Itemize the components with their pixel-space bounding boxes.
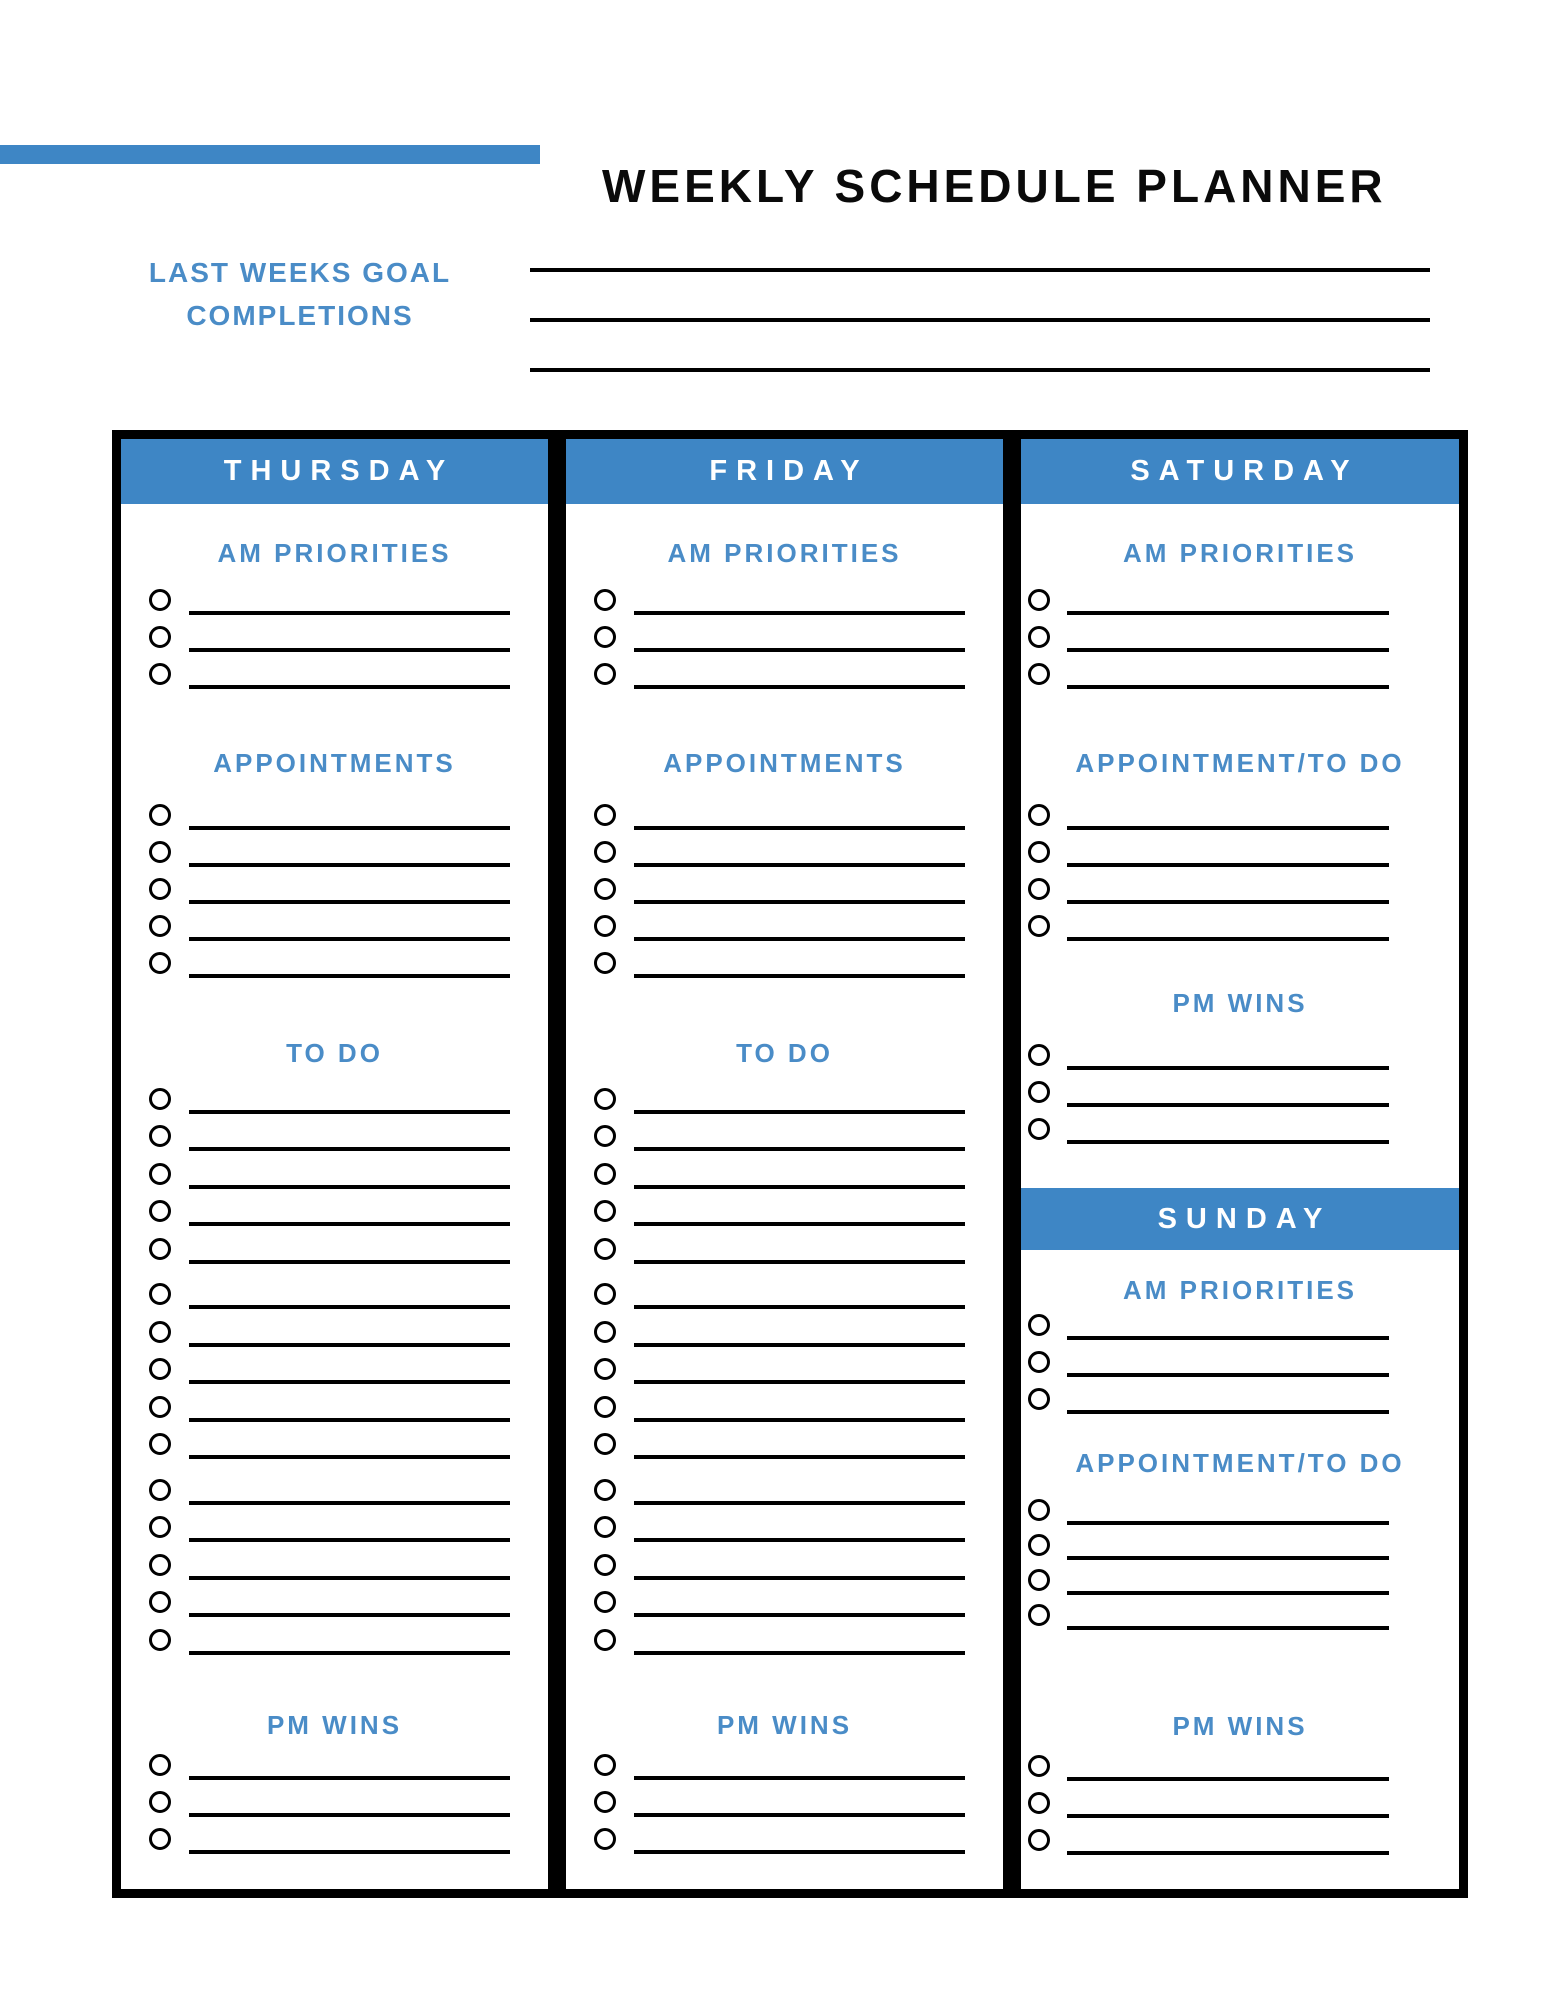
checklist-row <box>121 1617 548 1655</box>
circle-bullet-icon <box>594 1200 616 1222</box>
circle-bullet-icon <box>149 1516 171 1538</box>
checklist-rows <box>566 1738 1003 1854</box>
circle-bullet-icon <box>594 1828 616 1850</box>
write-line <box>634 974 965 978</box>
section-title: APPOINTMENTS <box>213 748 456 778</box>
checklist-row <box>121 1189 548 1227</box>
circle-bullet-icon <box>1028 1604 1050 1626</box>
circle-bullet-icon <box>594 1516 616 1538</box>
section-title: PM WINS <box>716 1709 853 1740</box>
day-header-thursday: THURSDAY <box>121 439 548 504</box>
circle-bullet-icon <box>594 1433 616 1455</box>
circle-bullet-icon <box>1028 1044 1050 1066</box>
circle-bullet-icon <box>594 589 616 611</box>
circle-bullet-icon <box>149 1163 171 1185</box>
checklist-row <box>1021 1595 1459 1630</box>
write-line <box>189 1850 510 1854</box>
checklist-row <box>1021 1070 1459 1107</box>
checklist-row <box>121 830 548 867</box>
checklist-row <box>566 1780 1003 1817</box>
write-line <box>189 685 510 689</box>
write-line <box>634 1651 965 1655</box>
circle-bullet-icon <box>1028 1081 1050 1103</box>
checklist-row <box>121 1272 548 1310</box>
circle-bullet-icon <box>1028 1829 1050 1851</box>
checklist-rows <box>566 776 1003 978</box>
section-friday-appt <box>566 750 1003 978</box>
circle-bullet-icon <box>149 1629 171 1651</box>
checklist-rows <box>1021 1016 1459 1144</box>
section-title: AM PRIORITIES <box>1122 538 1357 568</box>
checklist-row <box>1021 793 1459 830</box>
checklist-row <box>121 1076 548 1114</box>
circle-bullet-icon <box>1028 589 1050 611</box>
checklist-row <box>121 904 548 941</box>
circle-bullet-icon <box>594 1479 616 1501</box>
circle-bullet-icon <box>149 1238 171 1260</box>
section-title: TO DO <box>286 1038 383 1068</box>
circle-bullet-icon <box>594 663 616 685</box>
checklist-row <box>566 941 1003 978</box>
checklist-row <box>566 1309 1003 1347</box>
checklist-rows <box>121 1066 548 1655</box>
circle-bullet-icon <box>1028 915 1050 937</box>
checklist-row <box>566 1151 1003 1189</box>
write-line <box>1067 937 1389 941</box>
checklist-row <box>566 1272 1003 1310</box>
checklist-rows <box>1021 1476 1459 1630</box>
checklist-row <box>1021 1490 1459 1525</box>
circle-bullet-icon <box>1028 1388 1050 1410</box>
circle-bullet-icon <box>594 1358 616 1380</box>
circle-bullet-icon <box>594 1283 616 1305</box>
section-friday-am <box>566 540 1003 689</box>
checklist-row <box>121 615 548 652</box>
circle-bullet-icon <box>149 1200 171 1222</box>
circle-bullet-icon <box>1028 1118 1050 1140</box>
checklist-row <box>121 1542 548 1580</box>
checklist-row <box>566 578 1003 615</box>
checklist-rows <box>121 776 548 978</box>
goal-write-line <box>530 368 1430 372</box>
circle-bullet-icon <box>149 878 171 900</box>
checklist-row <box>1021 578 1459 615</box>
write-line <box>1067 1410 1389 1414</box>
section-saturday-am <box>1021 540 1459 689</box>
circle-bullet-icon <box>149 1828 171 1850</box>
write-line <box>189 974 510 978</box>
write-line <box>634 685 965 689</box>
circle-bullet-icon <box>1028 1755 1050 1777</box>
checklist-row <box>1021 1033 1459 1070</box>
circle-bullet-icon <box>149 1479 171 1501</box>
circle-bullet-icon <box>1028 1314 1050 1336</box>
write-line <box>1067 1851 1389 1855</box>
checklist-row <box>566 1114 1003 1152</box>
checklist-row <box>1021 1560 1459 1595</box>
checklist-row <box>566 1384 1003 1422</box>
section-title: PM WINS <box>1172 1711 1308 1741</box>
circle-bullet-icon <box>149 1396 171 1418</box>
checklist-rows <box>1021 1739 1459 1855</box>
checklist-row <box>121 1114 548 1152</box>
last-weeks-goal-label-line2: COMPLETIONS <box>186 300 414 331</box>
section-title: APPOINTMENTS <box>663 748 906 778</box>
weekly-planner-grid <box>112 430 1468 1898</box>
checklist-row <box>121 941 548 978</box>
day-header-sunday: SUNDAY <box>1021 1188 1459 1250</box>
checklist-row <box>566 1189 1003 1227</box>
checklist-row <box>121 1347 548 1385</box>
circle-bullet-icon <box>594 915 616 937</box>
checklist-row <box>1021 1781 1459 1818</box>
circle-bullet-icon <box>1028 1351 1050 1373</box>
section-title: AM PRIORITIES <box>217 538 452 568</box>
checklist-row <box>1021 1340 1459 1377</box>
checklist-row <box>566 1580 1003 1618</box>
section-thursday-appt <box>121 750 548 978</box>
circle-bullet-icon <box>149 626 171 648</box>
checklist-rows <box>1021 776 1459 941</box>
checklist-rows <box>1021 566 1459 689</box>
write-line <box>1067 685 1389 689</box>
write-line <box>189 1651 510 1655</box>
accent-bar <box>0 145 540 164</box>
circle-bullet-icon <box>149 1321 171 1343</box>
circle-bullet-icon <box>594 626 616 648</box>
checklist-row <box>1021 615 1459 652</box>
section-friday-todo <box>566 1040 1003 1655</box>
section-title: APPOINTMENT/TO DO <box>1075 1448 1405 1478</box>
circle-bullet-icon <box>149 1554 171 1576</box>
checklist-row <box>121 1817 548 1854</box>
checklist-row <box>121 1780 548 1817</box>
circle-bullet-icon <box>1028 804 1050 826</box>
checklist-row <box>1021 1377 1459 1414</box>
section-thursday-am <box>121 540 548 689</box>
checklist-row <box>121 1743 548 1780</box>
checklist-rows <box>566 1066 1003 1655</box>
checklist-row <box>566 1542 1003 1580</box>
write-line <box>189 1455 510 1459</box>
circle-bullet-icon <box>149 1125 171 1147</box>
circle-bullet-icon <box>594 1163 616 1185</box>
checklist-row <box>566 1076 1003 1114</box>
circle-bullet-icon <box>149 915 171 937</box>
checklist-rows <box>121 566 548 689</box>
goal-write-lines <box>530 268 1430 418</box>
section-saturday-appt2 <box>1021 750 1459 941</box>
checklist-row <box>566 1505 1003 1543</box>
checklist-row <box>566 1817 1003 1854</box>
circle-bullet-icon <box>149 1358 171 1380</box>
circle-bullet-icon <box>149 1283 171 1305</box>
checklist-row <box>121 652 548 689</box>
checklist-rows <box>121 1738 548 1854</box>
checklist-row <box>566 830 1003 867</box>
section-thursday-pm <box>121 1709 548 1854</box>
circle-bullet-icon <box>594 1396 616 1418</box>
section-saturday-pm-sat <box>1021 990 1459 1144</box>
circle-bullet-icon <box>594 1088 616 1110</box>
circle-bullet-icon <box>1028 1569 1050 1591</box>
circle-bullet-icon <box>594 1791 616 1813</box>
section-sunday-appt-sun <box>1021 1450 1459 1630</box>
write-line <box>1067 1626 1389 1630</box>
checklist-row <box>1021 652 1459 689</box>
checklist-row <box>566 793 1003 830</box>
write-line <box>189 1260 510 1264</box>
checklist-row <box>1021 1525 1459 1560</box>
circle-bullet-icon <box>594 1629 616 1651</box>
checklist-row <box>566 1422 1003 1460</box>
checklist-rows <box>566 566 1003 689</box>
page-title: WEEKLY SCHEDULE PLANNER <box>602 159 1387 212</box>
checklist-row <box>121 578 548 615</box>
checklist-row <box>566 1617 1003 1655</box>
checklist-row <box>121 1384 548 1422</box>
checklist-row <box>121 1467 548 1505</box>
checklist-row <box>121 1309 548 1347</box>
goal-write-line <box>530 318 1430 322</box>
checklist-row <box>566 1226 1003 1264</box>
checklist-row <box>566 1347 1003 1385</box>
circle-bullet-icon <box>594 1754 616 1776</box>
checklist-row <box>121 793 548 830</box>
circle-bullet-icon <box>149 841 171 863</box>
checklist-row <box>1021 904 1459 941</box>
last-weeks-goal-label-line1: LAST WEEKS GOAL <box>148 257 452 288</box>
section-title: AM PRIORITIES <box>667 538 902 568</box>
circle-bullet-icon <box>149 1791 171 1813</box>
write-line <box>634 1455 965 1459</box>
checklist-row <box>566 1743 1003 1780</box>
circle-bullet-icon <box>149 663 171 685</box>
circle-bullet-icon <box>594 952 616 974</box>
circle-bullet-icon <box>594 1554 616 1576</box>
checklist-row <box>566 615 1003 652</box>
write-line <box>1067 1140 1389 1144</box>
section-title: TO DO <box>736 1038 833 1068</box>
section-title: PM WINS <box>266 1709 403 1740</box>
checklist-rows <box>1021 1303 1459 1414</box>
circle-bullet-icon <box>1028 663 1050 685</box>
write-line <box>634 1850 965 1854</box>
checklist-row <box>121 1580 548 1618</box>
checklist-row <box>566 904 1003 941</box>
circle-bullet-icon <box>594 878 616 900</box>
checklist-row <box>121 867 548 904</box>
last-weeks-goal-label <box>100 251 500 337</box>
circle-bullet-icon <box>594 1125 616 1147</box>
circle-bullet-icon <box>149 1088 171 1110</box>
section-title: APPOINTMENT/TO DO <box>1075 748 1405 778</box>
day-box-friday <box>557 430 1012 1898</box>
day-box-thursday <box>112 430 557 1898</box>
circle-bullet-icon <box>149 589 171 611</box>
circle-bullet-icon <box>149 1754 171 1776</box>
circle-bullet-icon <box>149 952 171 974</box>
checklist-row <box>1021 1107 1459 1144</box>
section-title: AM PRIORITIES <box>1122 1275 1357 1305</box>
circle-bullet-icon <box>1028 1792 1050 1814</box>
checklist-row <box>121 1422 548 1460</box>
checklist-row <box>121 1151 548 1189</box>
circle-bullet-icon <box>1028 1534 1050 1556</box>
section-title: PM WINS <box>1172 988 1308 1018</box>
circle-bullet-icon <box>594 804 616 826</box>
section-thursday-todo <box>121 1040 548 1655</box>
circle-bullet-icon <box>594 1591 616 1613</box>
circle-bullet-icon <box>149 1433 171 1455</box>
day-header-saturday: SATURDAY <box>1021 439 1459 504</box>
circle-bullet-icon <box>149 1591 171 1613</box>
circle-bullet-icon <box>594 841 616 863</box>
write-line <box>634 1260 965 1264</box>
checklist-row <box>566 867 1003 904</box>
checklist-row <box>1021 830 1459 867</box>
circle-bullet-icon <box>1028 1499 1050 1521</box>
circle-bullet-icon <box>1028 626 1050 648</box>
section-sunday-am-sun <box>1021 1277 1459 1414</box>
day-header-friday: FRIDAY <box>566 439 1003 504</box>
goal-write-line <box>530 268 1430 272</box>
circle-bullet-icon <box>594 1321 616 1343</box>
checklist-row <box>121 1226 548 1264</box>
circle-bullet-icon <box>594 1238 616 1260</box>
checklist-row <box>566 1467 1003 1505</box>
checklist-row <box>121 1505 548 1543</box>
circle-bullet-icon <box>1028 878 1050 900</box>
checklist-row <box>1021 1303 1459 1340</box>
checklist-row <box>566 652 1003 689</box>
section-friday-pm <box>566 1709 1003 1854</box>
checklist-row <box>1021 1818 1459 1855</box>
section-sunday-pm-sun <box>1021 1713 1459 1855</box>
checklist-row <box>1021 1744 1459 1781</box>
checklist-row <box>1021 867 1459 904</box>
circle-bullet-icon <box>1028 841 1050 863</box>
day-box-saturday-sunday <box>1012 430 1468 1898</box>
circle-bullet-icon <box>149 804 171 826</box>
